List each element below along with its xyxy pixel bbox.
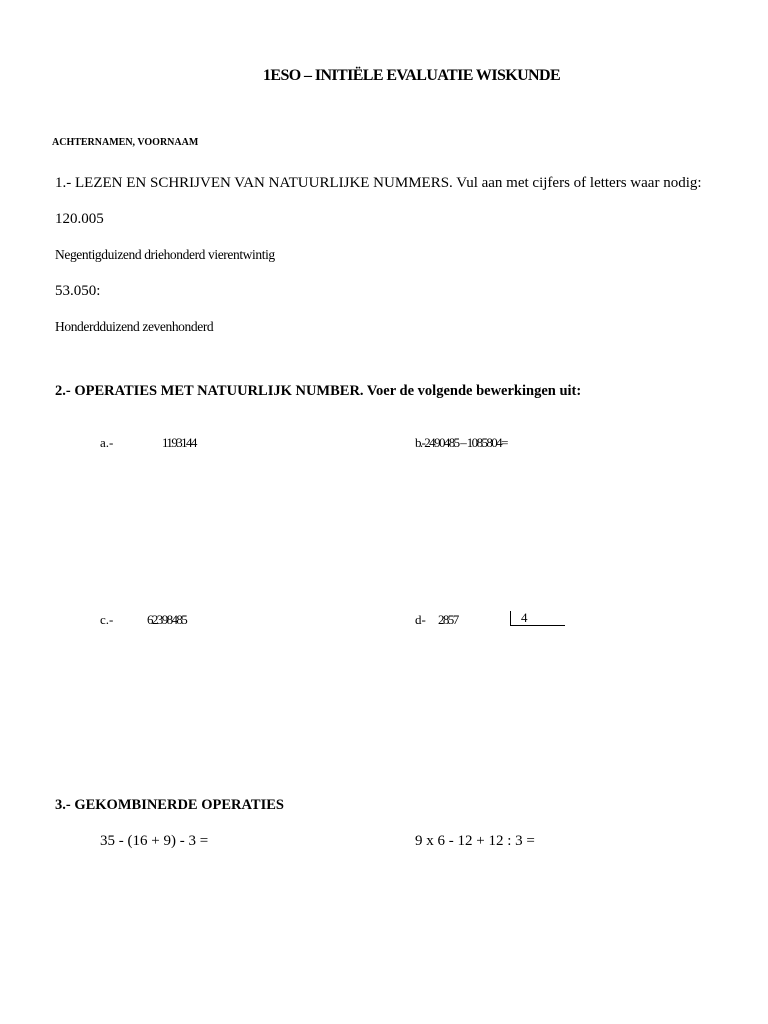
page-title: 1ESO – INITIËLE EVALUATIE WISKUNDE — [263, 67, 561, 84]
section-1-item-4: Honderdduizend zevenhonderd — [55, 319, 214, 334]
exercise-d-dividend: 2857 — [438, 612, 458, 627]
exercise-a-label: a.- — [100, 435, 114, 450]
section-1-item-1: 120.005 — [55, 211, 104, 227]
exercise-c-label: c.- — [100, 612, 114, 627]
name-field-label: ACHTERNAMEN, VOORNAAM — [52, 137, 199, 148]
division-bracket — [510, 611, 565, 626]
expression-1: 35 - (16 + 9) - 3 = — [100, 833, 209, 849]
exercise-c-value: 62398485 — [147, 612, 187, 627]
section-1-heading: 1.- LEZEN EN SCHRIJVEN VAN NATUURLIJKE NUMMERS. Vul aan met cijfers of letters waar nodig: — [55, 175, 702, 191]
exercise-a-value: 1193144 — [162, 435, 196, 450]
section-3-heading: 3.- GEKOMBINERDE OPERATIES — [55, 797, 284, 813]
section-1-item-2: Negentigduizend driehonderd vierentwintig — [55, 247, 275, 262]
expression-2: 9 x 6 - 12 + 12 : 3 = — [415, 833, 535, 849]
section-1-item-3: 53.050: — [55, 283, 101, 299]
section-2-heading: 2.- OPERATIES MET NATUURLIJK NUMBER. Voer de volgende bewerkingen uit: — [55, 383, 582, 399]
exercise-d-label: d- — [415, 612, 426, 627]
exercise-d-divisor: 4 — [521, 610, 528, 625]
exercise-b: b.-2490485 – 1085804= — [415, 435, 507, 450]
